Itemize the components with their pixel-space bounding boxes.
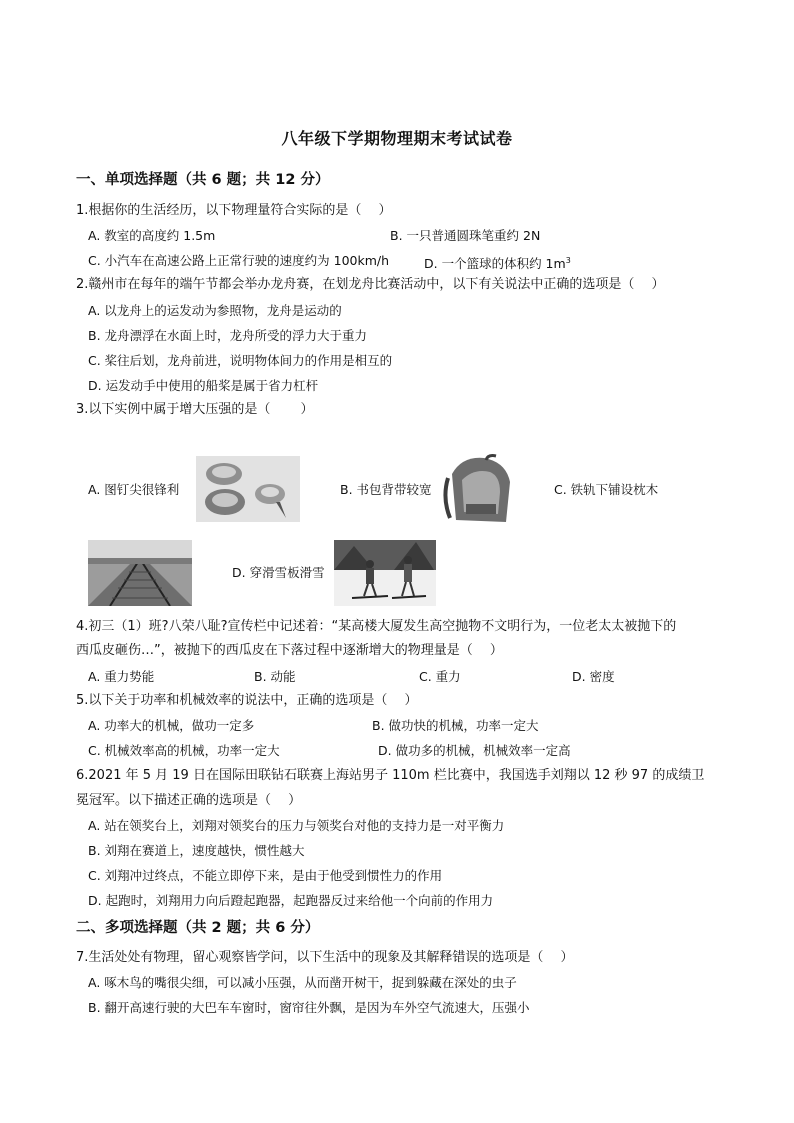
question-2-stem: 2.赣州市在每年的端午节都会举办龙舟赛，在划龙舟比赛活动中，以下有关说法中正确的选项是（ ） <box>76 277 665 292</box>
question-4-option-a: A. 重力势能 <box>88 669 155 684</box>
question-2-option-c: C. 桨往后划，龙舟前进，说明物体间力的作用是相互的 <box>88 353 393 368</box>
question-1-option-a: A. 教室的高度约 1.5m <box>88 228 216 243</box>
question-7-option-a: A. 啄木鸟的嘴很尖细，可以减小压强，从而凿开树干，捉到躲藏在深处的虫子 <box>88 975 517 990</box>
question-7-option-b: B. 翻开高速行驶的大巴车车窗时，窗帘往外飘，是因为车外空气流速大，压强小 <box>88 1000 530 1015</box>
question-2-option-b: B. 龙舟漂浮在水面上时，龙舟所受的浮力大于重力 <box>88 328 368 343</box>
question-7-stem: 7.生活处处有物理，留心观察皆学问，以下生活中的现象及其解释错误的选项是（ ） <box>76 950 574 965</box>
question-6-option-b: B. 刘翔在赛道上，速度越快，惯性越大 <box>88 843 305 858</box>
question-4-stem-line-2: 西瓜皮砸伤…”，被抛下的西瓜皮在下落过程中逐渐增大的物理量是（ ） <box>76 643 503 658</box>
question-6-option-a: A. 站在领奖台上，刘翔对领奖台的压力与领奖台对他的支持力是一对平衡力 <box>88 818 505 833</box>
question-3-stem: 3.以下实例中属于增大压强的是（ ） <box>76 402 314 417</box>
question-1-option-d-superscript: 3 <box>565 256 571 265</box>
question-3-option-d: D. 穿滑雪板滑雪 <box>232 565 325 580</box>
section-heading-multiple-choice: 二、多项选择题（共 2 题；共 6 分） <box>76 920 320 936</box>
exam-title: 八年级下学期物理期末考试试卷 <box>281 129 513 148</box>
question-5-option-d: D. 做功多的机械，机械效率一定高 <box>378 743 571 758</box>
question-2-option-d: D. 运发动手中使用的船桨是属于省力杠杆 <box>88 378 319 393</box>
question-1-option-b: B. 一只普通圆珠笔重约 2N <box>390 228 541 243</box>
question-6-stem-line-2: 冕冠军。以下描述正确的选项是（ ） <box>76 793 302 808</box>
question-4-stem-line-1: 4.初三（1）班?八荣八耻?宣传栏中记述着：“某高楼大厦发生高空抛物不文明行为，一位老太太被抛下的 <box>76 619 677 634</box>
question-4-option-c: C. 重力 <box>419 669 461 684</box>
question-4-option-d: D. 密度 <box>572 669 615 684</box>
question-6-option-d: D. 起跑时，刘翔用力向后蹬起跑器，起跑器反过来给他一个向前的作用力 <box>88 893 494 908</box>
question-5-option-b: B. 做功快的机械，功率一定大 <box>372 718 539 733</box>
section-heading-single-choice: 一、单项选择题（共 6 题；共 12 分） <box>76 172 330 188</box>
question-1-stem: 1.根据你的生活经历，以下物理量符合实际的是（ ） <box>76 203 392 218</box>
question-1-option-d <box>424 252 571 273</box>
question-1-option-d-text: D. 一个篮球的体积约 1m <box>424 256 566 272</box>
skiing-image <box>334 540 436 606</box>
question-6-stem-line-1: 6.2021 年 5 月 19 日在国际田联钻石联赛上海站男子 110m 栏比赛中，我国选手刘翔以 12 秒 97 的成绩卫 <box>76 768 705 783</box>
question-5-option-a: A. 功率大的机械，做功一定多 <box>88 718 255 733</box>
question-2-option-a: A. 以龙舟上的运发动为参照物，龙舟是运动的 <box>88 303 342 318</box>
question-3-option-c: C. 铁轨下铺设枕木 <box>554 482 659 497</box>
thumbtack-image <box>196 456 300 522</box>
question-1-option-c: C. 小汽车在高速公路上正常行驶的速度约为 100km/h <box>88 253 390 268</box>
railway-image <box>88 540 192 606</box>
backpack-image <box>440 452 518 526</box>
question-4-option-b: B. 动能 <box>254 669 296 684</box>
question-5-option-c: C. 机械效率高的机械，功率一定大 <box>88 743 280 758</box>
question-5-stem: 5.以下关于功率和机械效率的说法中，正确的选项是（ ） <box>76 693 418 708</box>
question-3-option-a: A. 图钉尖很锋利 <box>88 482 180 497</box>
question-6-option-c: C. 刘翔冲过终点，不能立即停下来，是由于他受到惯性力的作用 <box>88 868 443 883</box>
question-3-option-b: B. 书包背带较宽 <box>340 482 432 497</box>
